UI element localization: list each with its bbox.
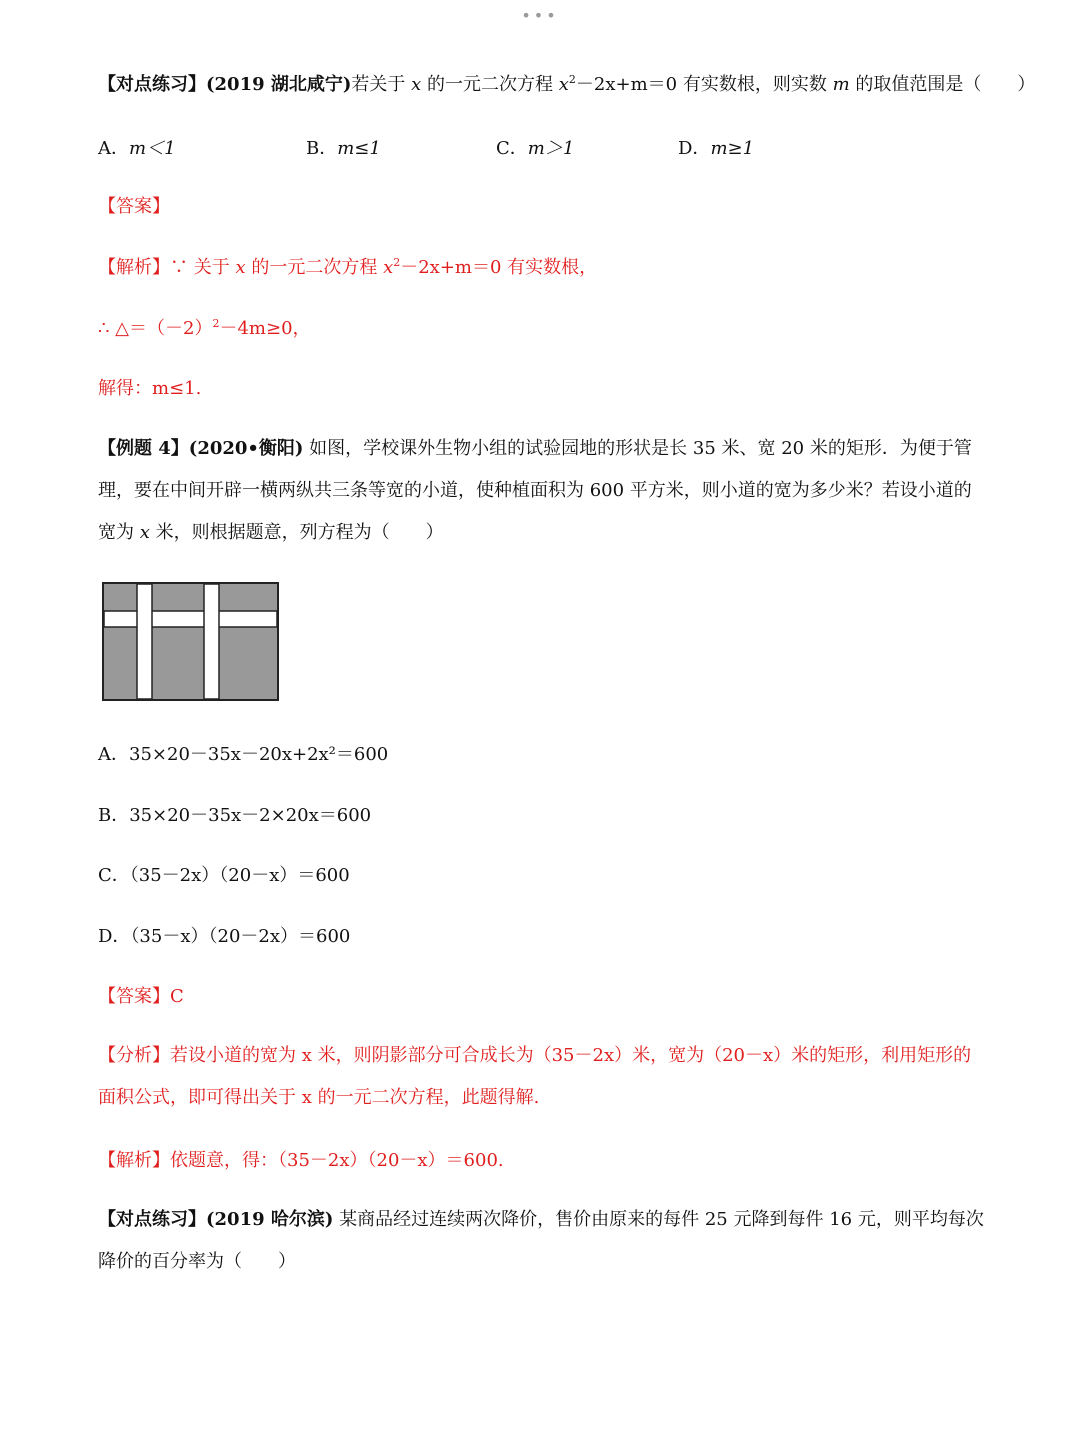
garden-path-figure xyxy=(102,582,282,704)
q2-source: (2020•衡阳) xyxy=(188,438,304,459)
garden-plot xyxy=(103,583,278,700)
q1-analysis: 【解析】∵ 关于 x 的一元二次方程 $x^2-2x+m=0$ 有实数根， xyxy=(98,256,598,278)
q1-eq-x: x xyxy=(558,74,569,95)
q1-option-c: C．m＞1 xyxy=(496,138,575,159)
q1-text-c: 有实数根，则实数 xyxy=(677,74,833,95)
q3-tag: 【对点练习】 xyxy=(98,1209,206,1230)
q1-var-m: m xyxy=(832,74,850,95)
q1-option-a: A．m＜1 xyxy=(98,138,176,159)
q1-step-discriminant: ∴ $\triangle=(-2)^2-4m\ge 0$， xyxy=(98,317,311,339)
q2-answer: 【答案】C xyxy=(98,986,184,1007)
vertical-path-right xyxy=(204,584,219,699)
q2-tag: 【例题 4】 xyxy=(98,438,189,459)
q2-answer-value: C xyxy=(170,986,184,1007)
q1-tag: 【对点练习】 xyxy=(98,74,206,95)
q1-step-solution: 解得：m≤1. xyxy=(98,378,202,399)
q2-option-d: D．（35－x）（20－2x）＝600 xyxy=(98,926,351,947)
q1-stem xyxy=(98,72,1036,98)
q1-answer-label: 【答案】 xyxy=(98,196,170,217)
q1-option-b: B．m≤1 xyxy=(306,138,381,159)
q2-option-c: C．（35－2x）（20－x）＝600 xyxy=(98,865,350,886)
q3-stem: 【对点练习】(2019 哈尔滨) 某商品经过连续两次降价，售价由原来的每件 25 元降到每件 16 元，则平均每次降价的百分率为（ ） xyxy=(98,1209,984,1272)
q2-option-a: A．35×20－35x－20x+2x²＝600 xyxy=(98,744,389,765)
horizontal-path xyxy=(104,611,277,627)
q1-var-x: x xyxy=(411,74,422,95)
q1-text-d: 的取值范围是（ ） xyxy=(849,74,1036,95)
more-options-icon[interactable]: ••• xyxy=(521,6,559,25)
q2-analysis: 【解析】依题意，得：（35－2x）（20－x）＝600. xyxy=(98,1150,504,1171)
vertical-path-left xyxy=(137,584,152,699)
q1-eq-rest: －2x+m＝0 xyxy=(575,74,678,95)
q1-eq-sup: 2 xyxy=(568,73,576,86)
q1-source: (2019 湖北咸宁) xyxy=(206,74,352,95)
q3-source: (2019 哈尔滨) xyxy=(206,1209,334,1230)
q2-option-b: B．35×20－35x－2×20x＝600 xyxy=(98,805,372,826)
q1-text-a: 若关于 xyxy=(351,74,412,95)
q2-fenxi: 【分析】若设小道的宽为 x 米，则阴影部分可合成长为（35－2x）米，宽为（20－x）米的矩形，利用矩形的面积公式，即可得出关于 x 的一元二次方程，此题得解. xyxy=(98,1045,972,1108)
q2-stem: 【例题 4】(2020•衡阳) 如图，学校课外生物小组的试验园地的形状是长 35 米、宽 20 米的矩形．为便于管理，要在中间开辟一横两纵共三条等宽的小道，使种植面积为 600 平方米，则小道的宽为多少米？若设小道的宽为 x 米，则根据题意，列方程为（ ） xyxy=(98,438,972,543)
q1-text-b: 的一元二次方程 xyxy=(421,74,559,95)
q1-option-d: D．m≥1 xyxy=(678,138,755,159)
